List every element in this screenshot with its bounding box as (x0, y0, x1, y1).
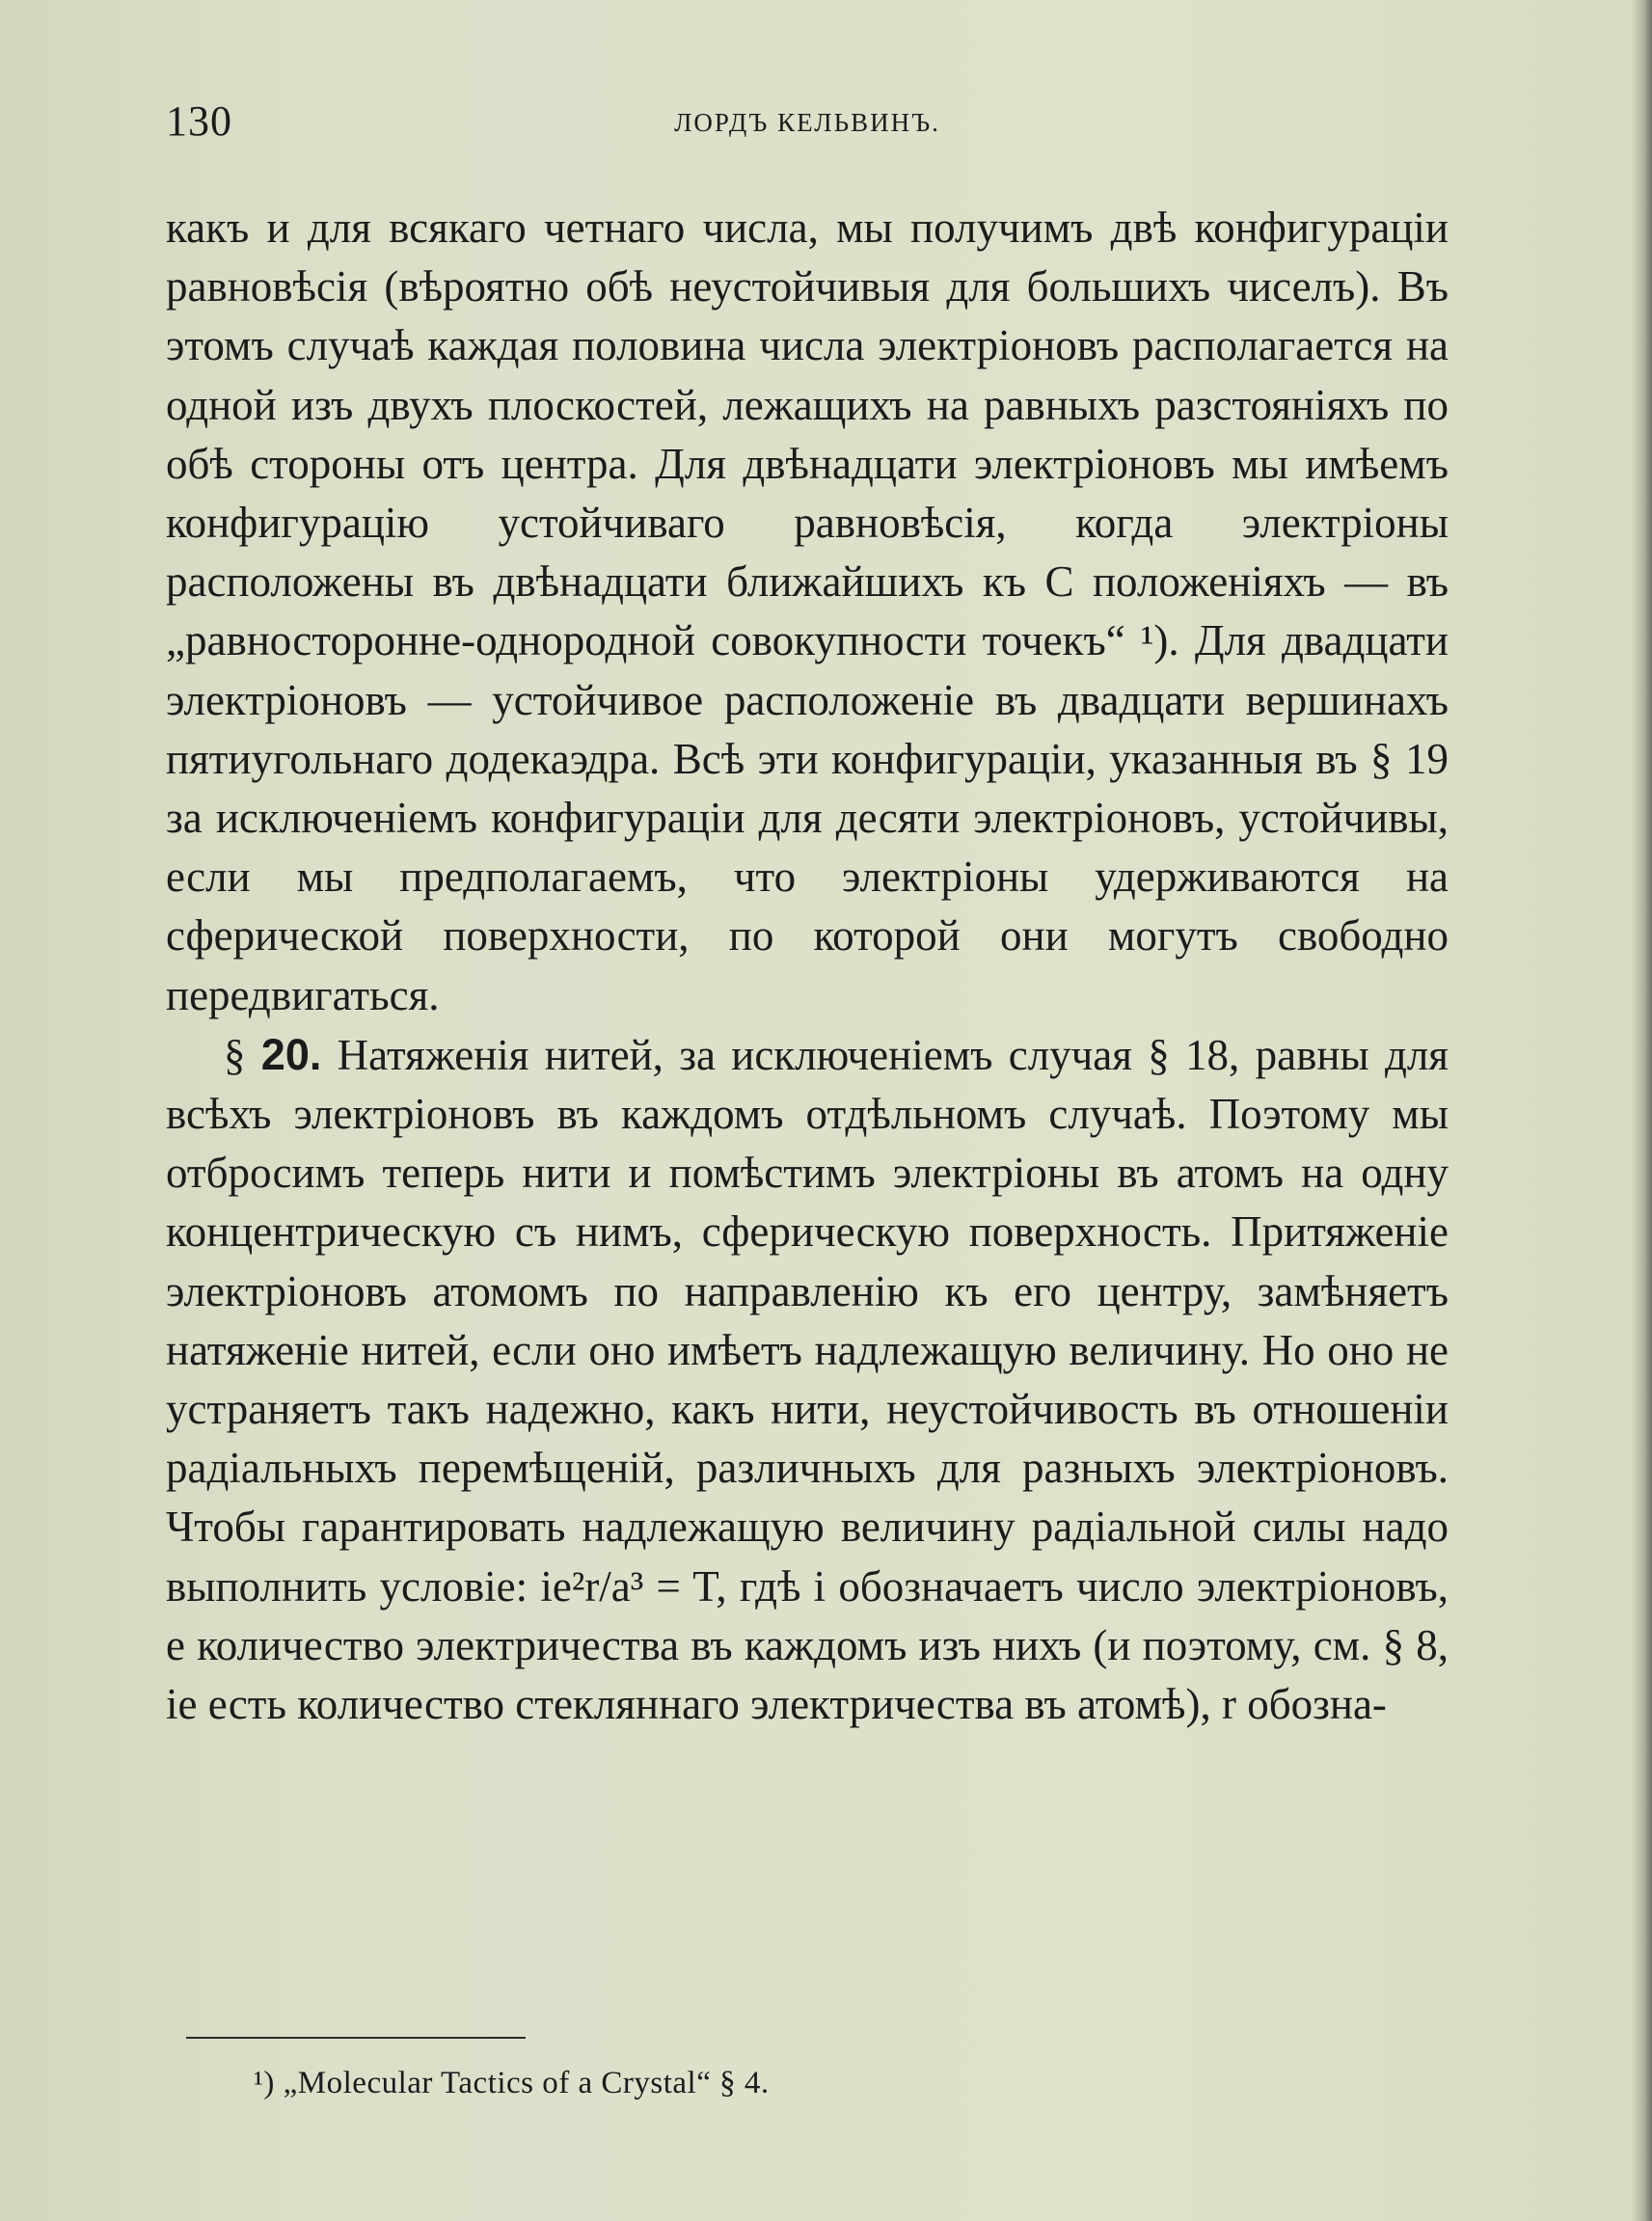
section-sign: § (224, 1030, 246, 1079)
section-number: 20. (260, 1029, 322, 1079)
body-text (166, 199, 1449, 1734)
paragraph-1: какъ и для всякаго четнаго числа, мы получимъ двѣ конфигураціи равновѣсія (вѣроятно обѣ неустойчивыя для большихъ чиселъ). Въ этомъ случаѣ каждая половина числа электріоновъ располагается на одной изъ двухъ плоскостей, лежащихъ на равныхъ разстояніяхъ по обѣ стороны отъ центра. Для двѣнадцати электріоновъ мы имѣемъ конфигурацію устойчиваго равновѣсія, когда электріоны расположены въ двѣнадцати ближайшихъ къ C положеніяхъ — въ „равносторонне-однородной совокупности точекъ“ ¹). Для двадцати электріоновъ — устойчивое расположеніе въ двадцати вершинахъ пятиугольнаго додекаэдра. Всѣ эти конфигураціи, указанныя въ § 19 за исключеніемъ конфигураціи для десяти электріоновъ, устойчивы, если мы предполагаемъ, что электріоны удерживаются на сферической поверхности, по которой они могутъ свободно передвигаться. (166, 203, 1449, 1019)
paragraph-2 (166, 1025, 1449, 1734)
footnote: ¹) „Molecular Tactics of a Crystal“ § 4. (254, 2066, 770, 2100)
page-edge-shadow (1631, 0, 1652, 2221)
footnote-divider (186, 2037, 526, 2039)
page-header (166, 96, 1449, 154)
running-head: ЛОРДЪ КЕЛЬВИНЪ. (674, 108, 940, 137)
paragraph-2-text: Натяженія нитей, за исключеніемъ случая § 18, равны для всѣхъ электріоновъ въ каждомъ отдѣльномъ случаѣ. Поэтому мы отбросимъ теперь нити и помѣстимъ электріоны въ атомъ на одну концентрическую съ нимъ, сферическую поверхность. Притяженіе электріоновъ атомомъ по направленію къ его центру, замѣняетъ натяженіе нитей, если оно имѣетъ надлежащую величину. Но оно не устраняетъ такъ надежно, какъ нити, неустойчивость въ отношеніи радіальныхъ перемѣщеній, различныхъ для разныхъ электріоновъ. Чтобы гарантировать надлежащую величину радіальной силы надо выполнить условіе: ie²r/a³ = T, гдѣ i обозначаетъ число электріоновъ, e количество электричества въ каждомъ изъ нихъ (и поэтому, см. § 8, ie есть количество стекляннаго электричества въ атомѣ), r обозна- (166, 1030, 1449, 1729)
page-number: 130 (166, 97, 232, 145)
